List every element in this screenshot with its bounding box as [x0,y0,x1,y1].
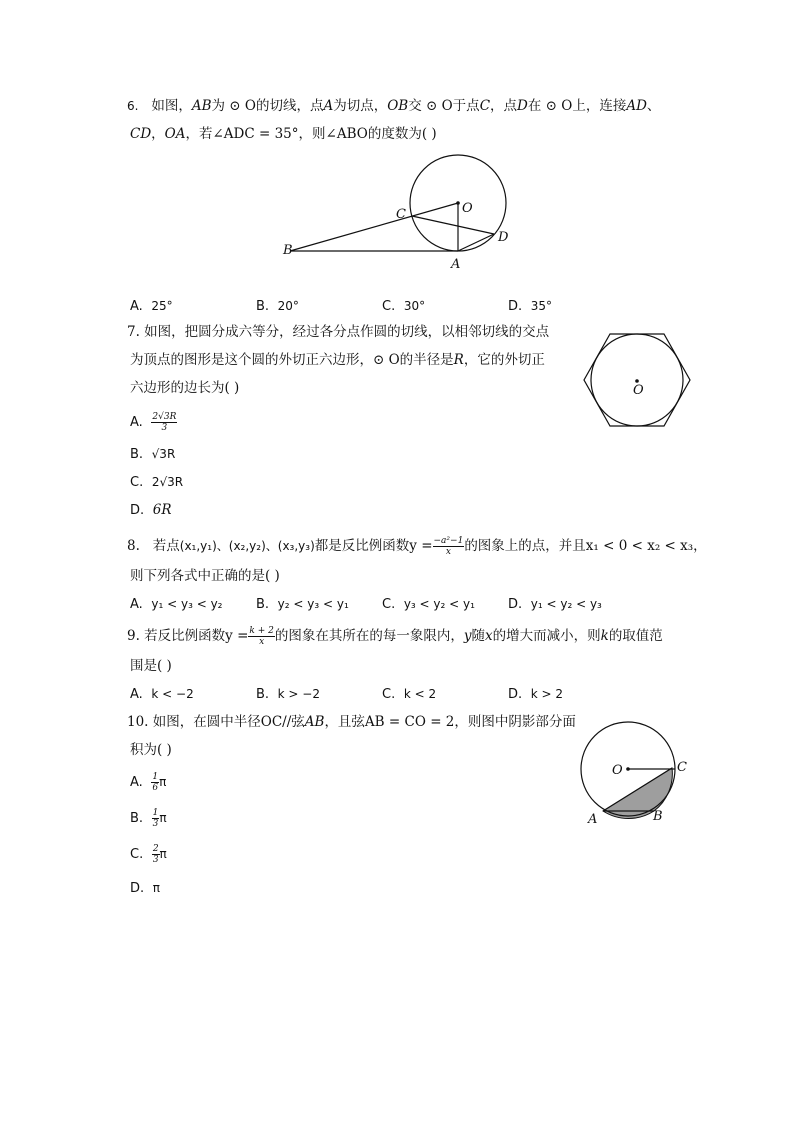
q8-line2: 则下列各式中正确的是( ) [130,568,280,584]
q7-figure [580,330,695,430]
q7-option-c[interactable]: C. 2√3R [130,475,184,490]
q6-center-dot [456,201,460,205]
q6-line1: 6. 如图，AB为 ⊙ O的切线，点A为切点，OB交 ⊙ O于点C，点D在 ⊙ O上，连接AD、 [127,98,661,114]
q9-option-d[interactable]: D. k > 2 [508,687,564,702]
q6-option-d[interactable]: D. 35° [508,299,553,314]
q10-label-B: B [653,809,663,824]
q10-label-A: A [588,812,598,827]
q10-line1: 10. 如图，在圆中半径OC//弦AB，且弦AB = CO = 2，则图中阴影部分面 [127,714,576,730]
q6-label-D: D [498,230,509,245]
q9-line2: 围是( ) [130,658,172,674]
q10-label-O: O [612,763,623,778]
q6-figure [280,150,520,275]
q7-label-O: O [633,383,644,398]
q6-label-C: C [396,207,406,222]
q9-option-c[interactable]: C. k < 2 [382,687,437,702]
q9-option-a[interactable]: A. k < −2 [130,687,194,702]
q10-option-b[interactable]: B. $\frac{1}{3}$ π [130,808,167,829]
q8-option-d[interactable]: D. y₁ < y₂ < y₃ [508,597,602,612]
q8-option-a[interactable]: A. y₁ < y₃ < y₂ [130,597,223,612]
q6-line2: CD，OA，若∠ADC = 35°，则∠ABO的度数为( ) [130,126,437,142]
q6-option-a[interactable]: A. 25° [130,299,173,314]
q6-label-A: A [451,257,461,272]
q7-option-a[interactable]: A. $\frac{2√3R}{3}$ [130,412,177,433]
q7-option-b[interactable]: B. √3R [130,447,176,462]
q8-line1: 8. 若点(x₁,y₁)、(x₂,y₂)、(x₃,y₃)都是反比例函数y = $\frac{\text{−a²−1}}{x}$ 的图象上的点，并且x₁ < 0 < x₂ < x₃， [127,536,707,557]
q10-label-C: C [677,760,687,775]
q6-option-b[interactable]: B. 20° [256,299,299,314]
q7-line2: 为顶点的图形是这个圆的外切正六边形，⊙ O的半径是R，它的外切正 [130,352,545,368]
q9-option-b[interactable]: B. k > −2 [256,687,320,702]
q10-line2: 积为( ) [130,742,172,758]
q9-line1: 9. 若反比例函数y = $\frac{k + 2}{x}$ 的图象在其所在的每一象限内，y随x的增大而减小，则k的取值范 [127,626,663,647]
q7-line1: 7. 如图，把圆分成六等分，经过各分点作圆的切线，以相邻切线的交点 [127,324,550,340]
q7-option-d[interactable]: D. 6R [130,502,172,518]
q6-option-c[interactable]: C. 30° [382,299,426,314]
q6-line-AD [458,234,494,251]
q10-center-dot [626,767,630,771]
q10-figure [575,718,700,830]
q8-option-c[interactable]: C. y₃ < y₂ < y₁ [382,597,475,612]
q10-option-c[interactable]: C. $\frac{2}{3}$ π [130,844,167,865]
q7-line3: 六边形的边长为( ) [130,380,240,396]
q6-label-O: O [462,201,473,216]
q6-label-B: B [283,243,293,258]
q10-option-a[interactable]: A. $\frac{1}{6}$ π [130,772,167,793]
q6-line-CD [412,216,494,234]
q10-option-d[interactable]: D. π [130,881,160,896]
q8-option-b[interactable]: B. y₂ < y₃ < y₁ [256,597,349,612]
